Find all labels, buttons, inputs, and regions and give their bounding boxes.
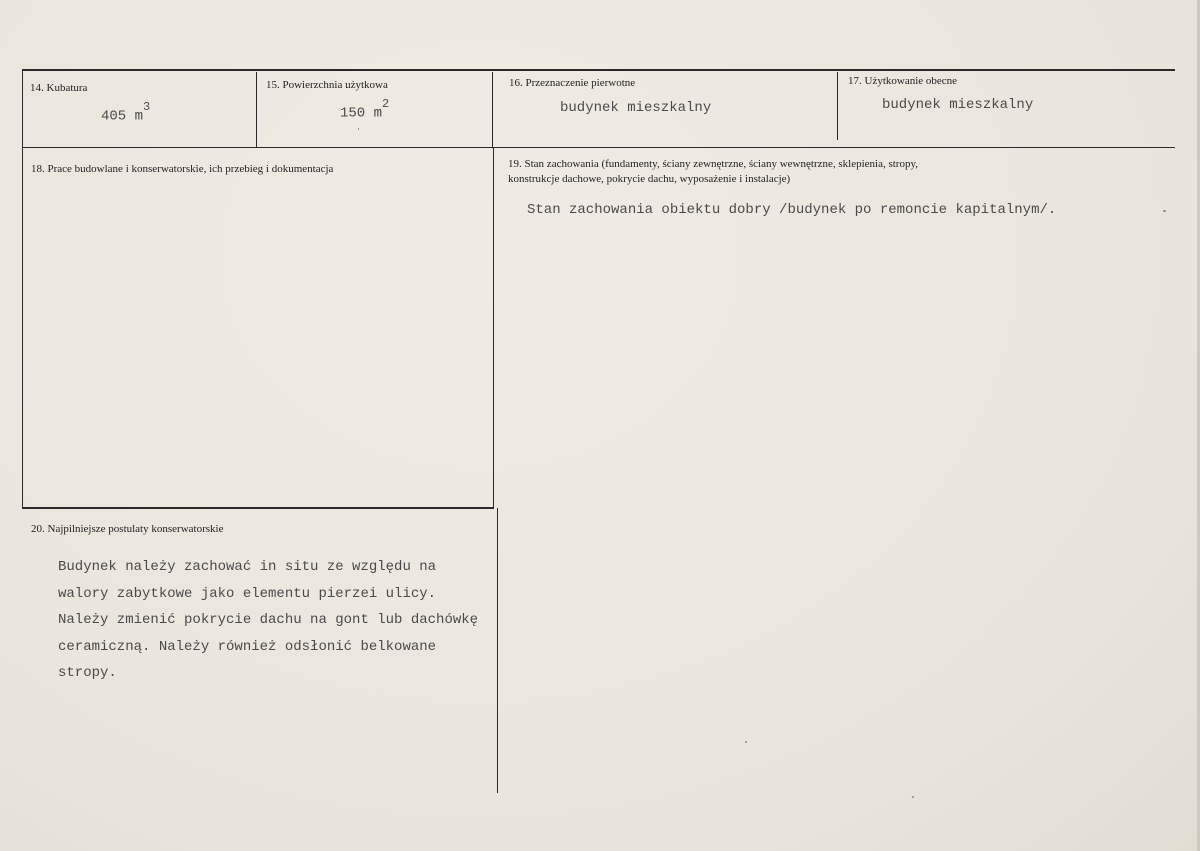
stan-zachowania-value: Stan zachowania obiektu dobry /budynek po remoncie kapitalnym/. xyxy=(527,202,1057,218)
postulaty-text xyxy=(58,554,478,687)
przeznaczenie-label: 16. Przeznaczenie pierwotne xyxy=(509,77,636,89)
left-rule xyxy=(22,69,23,509)
top-rule xyxy=(22,69,1175,71)
prace-budowlane-label: 18. Prace budowlane i konserwatorskie, ich przebieg i dokumentacja xyxy=(31,163,334,175)
postulaty-line-2: walory zabytkowe jako elementu pierzei ulicy. xyxy=(58,585,437,602)
divider-16-17 xyxy=(837,72,838,140)
postulaty-label: 20. Najpilniejsze postulaty konserwatorskie xyxy=(31,523,224,535)
section-20-top-rule xyxy=(22,507,494,509)
divider-15-16 xyxy=(492,72,493,148)
powierzchnia-unit-exponent: 2 xyxy=(382,97,390,111)
powierzchnia-number: 150 m xyxy=(340,105,383,122)
paper-mark xyxy=(912,796,914,798)
kubatura-number: 405 m xyxy=(101,108,144,125)
postulaty-line-5: stropy. xyxy=(58,665,117,681)
kubatura-label: 14. Kubatura xyxy=(30,82,88,94)
paper-mark xyxy=(358,128,359,130)
uzytkowanie-value: budynek mieszkalny xyxy=(882,97,1034,113)
uzytkowanie-label: 17. Użytkowanie obecne xyxy=(848,75,958,87)
kubatura-value xyxy=(101,100,151,125)
center-vertical-rule-lower xyxy=(497,508,498,793)
powierzchnia-label: 15. Powierzchnia użytkowa xyxy=(266,79,388,91)
mid-rule xyxy=(22,147,1175,148)
postulaty-line-3: Należy zmienić pokrycie dachu na gont lub dachówkę xyxy=(58,612,479,628)
postulaty-line-4: ceramiczną. Należy również odsłonić belkowane xyxy=(58,638,437,655)
center-vertical-rule xyxy=(493,148,494,508)
stan-zachowania-label-line2: konstrukcje dachowe, pokrycie dachu, wyposażenie i instalacje) xyxy=(508,173,791,185)
stan-zachowania-label-line1: 19. Stan zachowania (fundamenty, ściany zewnętrzne, ściany wewnętrzne, sklepienia, stropy, xyxy=(508,158,919,170)
postulaty-line-1: Budynek należy zachować in situ ze względu na xyxy=(58,559,437,575)
przeznaczenie-value: budynek mieszkalny xyxy=(560,100,712,116)
paper-mark xyxy=(1163,210,1166,212)
powierzchnia-value xyxy=(340,97,390,122)
divider-14-15 xyxy=(256,72,257,148)
kubatura-unit-exponent: 3 xyxy=(143,100,151,114)
paper-mark xyxy=(745,741,747,743)
